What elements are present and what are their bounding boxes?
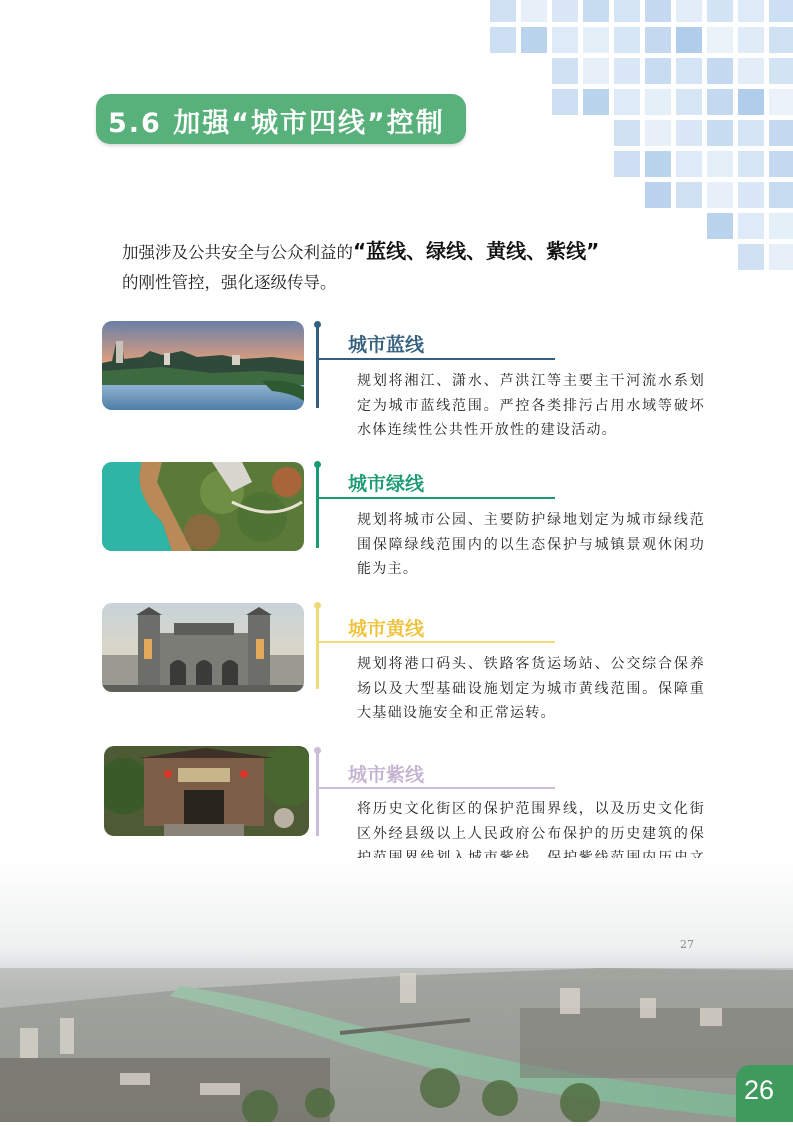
section-title-purple: 城市紫线 xyxy=(348,764,425,786)
decorative-tile xyxy=(676,182,702,208)
decorative-tile xyxy=(769,0,793,22)
decorative-tile xyxy=(707,27,733,53)
decorative-tile xyxy=(645,58,671,84)
decorative-tile xyxy=(676,0,702,22)
green-line-vertical xyxy=(316,466,319,548)
decorative-tile xyxy=(769,58,793,84)
small-page-number: 27 xyxy=(680,938,694,951)
section-title-blue: 城市蓝线 xyxy=(348,334,425,356)
section-title-green: 城市绿线 xyxy=(348,473,425,495)
yellow-line-vertical xyxy=(316,607,319,689)
decorative-tile xyxy=(552,89,578,115)
decorative-tile xyxy=(769,151,793,177)
decorative-tile xyxy=(676,58,702,84)
purple-line-vertical xyxy=(316,752,319,836)
green-line-horizontal xyxy=(318,497,555,499)
decorative-tile xyxy=(645,120,671,146)
page-number: 26 xyxy=(744,1075,775,1105)
decorative-tile xyxy=(614,58,640,84)
decorative-tile xyxy=(769,182,793,208)
section-body-green: 规划将城市公园、主要防护绿地划定为城市绿线范围保障绿线范围内的以生态保护与城镇景观休闲功能为主。 xyxy=(357,512,705,577)
section-title-pill xyxy=(96,94,466,144)
blue-line-vertical xyxy=(316,326,319,408)
intro-emphasis: “蓝线、绿线、黄线、紫线” xyxy=(353,239,600,263)
intro-prefix: 加强涉及公共安全与公众利益的 xyxy=(122,243,353,262)
decorative-tile xyxy=(645,0,671,22)
yellow-line-dot xyxy=(314,602,321,609)
decorative-tile xyxy=(707,151,733,177)
decorative-tile xyxy=(552,58,578,84)
decorative-tile xyxy=(583,58,609,84)
decorative-tile xyxy=(738,151,764,177)
decorative-tile xyxy=(769,89,793,115)
decorative-tile xyxy=(614,27,640,53)
decorative-tile xyxy=(614,151,640,177)
decorative-tile xyxy=(583,27,609,53)
blue-line-horizontal xyxy=(318,358,555,360)
decorative-tile xyxy=(490,0,516,22)
decorative-tile xyxy=(521,27,547,53)
decorative-tile xyxy=(614,0,640,22)
decorative-tile xyxy=(676,151,702,177)
river-city-photo xyxy=(102,321,304,410)
purple-line-dot xyxy=(314,747,321,754)
decorative-tile xyxy=(738,27,764,53)
decorative-tile xyxy=(707,0,733,22)
decorative-tile xyxy=(676,27,702,53)
section-body-yellow: 规划将港口码头、铁路客货运场站、公交综合保养场以及大型基础设施划定为城市黄线范围。保障重大基础设施安全和正常运转。 xyxy=(357,656,705,721)
decorative-tile xyxy=(645,182,671,208)
decorative-tile xyxy=(738,182,764,208)
decorative-tile xyxy=(738,89,764,115)
railway-station-photo xyxy=(102,603,304,692)
decorative-tile xyxy=(738,244,764,270)
decorative-tile xyxy=(552,0,578,22)
decorative-tile xyxy=(583,0,609,22)
purple-line-horizontal xyxy=(318,787,555,789)
section-body-blue: 规划将湘江、潇水、芦洪江等主要主干河流水系划定为城市蓝线范围。严控各类排污占用水域等破坏水体连续性公共性开放性的建设活动。 xyxy=(357,373,705,438)
decorative-tile xyxy=(614,89,640,115)
decorative-tile xyxy=(769,244,793,270)
decorative-tile xyxy=(707,120,733,146)
decorative-tile xyxy=(676,89,702,115)
historic-gate-photo xyxy=(104,746,309,836)
decorative-tile xyxy=(614,120,640,146)
decorative-tile xyxy=(769,120,793,146)
decorative-tile xyxy=(583,89,609,115)
decorative-tile xyxy=(645,27,671,53)
decorative-tile xyxy=(707,58,733,84)
aerial-park-photo xyxy=(102,462,304,551)
decorative-tile xyxy=(738,120,764,146)
page-title: 5.6 加强“城市四线”控制 xyxy=(108,108,445,139)
decorative-tile xyxy=(738,213,764,239)
decorative-tile xyxy=(707,182,733,208)
section-title-yellow: 城市黄线 xyxy=(348,618,425,640)
decorative-tile xyxy=(490,27,516,53)
decorative-tile xyxy=(738,0,764,22)
decorative-tile xyxy=(707,89,733,115)
green-line-dot xyxy=(314,461,321,468)
intro-paragraph xyxy=(122,236,722,298)
aerial-city-panorama xyxy=(0,858,793,1122)
decorative-tile xyxy=(645,89,671,115)
blue-line-dot xyxy=(314,321,321,328)
decorative-tile xyxy=(769,213,793,239)
decorative-tile xyxy=(676,120,702,146)
decorative-tile xyxy=(769,27,793,53)
yellow-line-horizontal xyxy=(318,641,555,643)
decorative-tile xyxy=(521,0,547,22)
decorative-tile xyxy=(552,27,578,53)
intro-suffix: 的刚性管控，强化逐级传导。 xyxy=(122,273,337,292)
page-number-badge xyxy=(736,1065,793,1122)
decorative-tile xyxy=(738,58,764,84)
decorative-tile xyxy=(645,151,671,177)
section-body-purple: 将历史文化街区的保护范围界线，以及历史文化街区外经县级以上人民政府公布保护的历史建筑的保 xyxy=(357,801,705,842)
